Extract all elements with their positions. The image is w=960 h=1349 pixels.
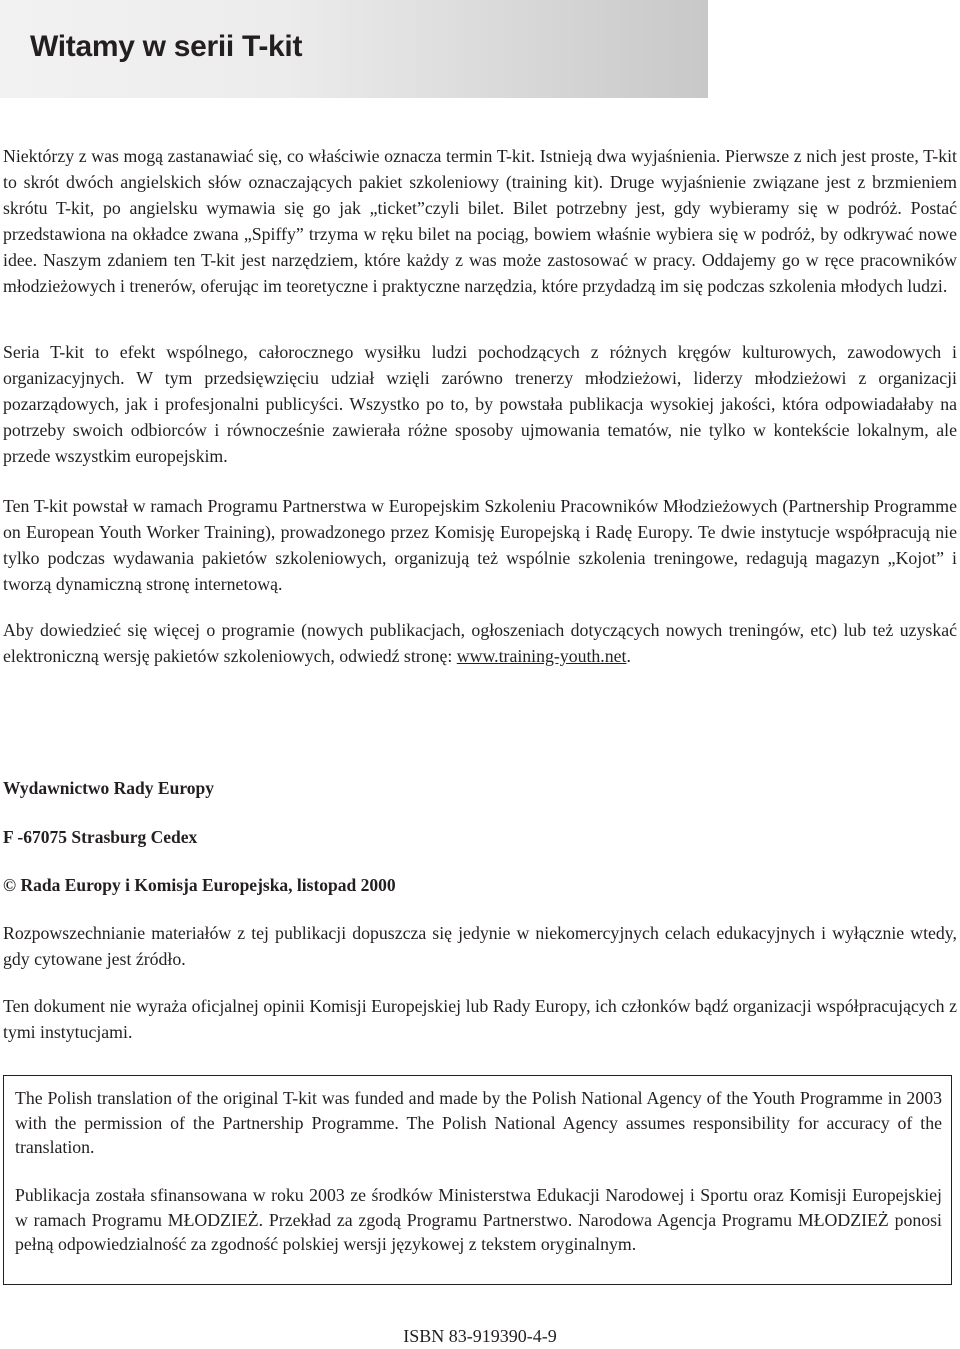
intro-paragraph-ticket: Niektórzy z was mogą zastanawiać się, co właściwie oznacza termin T-kit. Istnieją dwa wyjaśnienia. Pierwsze z nich jest proste, T-kit to skrót dwóch angielskich słów oznaczających pakiet szkoleniowy (training kit). Druge wyjaśnienie związane jest z brzmieniem skrótu T-kit, po angielsku wymawia się go jak „ticket”czyli bilet. Bilet potrzebny jest, gdy wybieramy się w podróż. Postać przedstawiona na okładce zwana „Spiffy” trzyma w ręku bilet na pociąg, bowiem właśnie wybiera się w podróż, by odkrywać nowe idee. Naszym zdaniem ten T-kit jest narzędziem, które każdy z was może zastosować w pracy. Oddajemy go w ręce pracowników młodzieżowych i trenerów, oferując im teoretyczne i praktyczne narzędzia, które przydadzą im się podczas szkolenia młodych ludzi. bbox=[3, 146, 957, 296]
more-info-paragraph bbox=[3, 617, 957, 669]
publisher-name: Wydawnictwo Rady Europy bbox=[3, 778, 215, 798]
notice-paragraph-english: The Polish translation of the original T-kit was funded and made by the Polish National Agency of the Youth Programme in 2003 with the permission of the Partnership Programme. The Polish National Agency assumes responsibility for accuracy of the translation. bbox=[15, 1088, 942, 1157]
website-link[interactable]: www.training-youth.net bbox=[456, 646, 627, 666]
notice-paragraph-polish: Publikacja została sfinansowana w roku 2003 ze środków Ministerstwa Edukacji Narodowej i Sportu oraz Komisji Europejskiej w ramach Programu MŁODZIEŻ. Przekład za zgodą Programu Partnerstwo. Narodowa Agencja Programu MŁODZIEŻ ponosi pełną odpowiedzialność za zgodność polskiej wersji językowej z tekstem oryginalnym. bbox=[15, 1185, 942, 1254]
publisher-address: F -67075 Strasburg Cedex bbox=[3, 827, 198, 847]
translation-notice-box bbox=[3, 1075, 952, 1285]
more-info-text: Aby dowiedzieć się więcej o programie (nowych publikacjach, ogłoszeniach dotyczących nowych treningów, etc) lub też uzyskać elektroniczną wersję pakietów szkoleniowych, odwiedź stronę: bbox=[3, 620, 957, 666]
rights-paragraph-reproduction: Rozpowszechnianie materiałów z tej publikacji dopuszcza się jedynie w niekomercyjnych celach edukacyjnych i wyłącznie wtedy, gdy cytowane jest źródło. bbox=[3, 923, 957, 969]
more-info-suffix: . bbox=[626, 646, 631, 666]
header-band bbox=[0, 0, 708, 98]
copyright-line: © Rada Europy i Komisja Europejska, listopad 2000 bbox=[3, 875, 396, 895]
rights-paragraph-disclaimer: Ten dokument nie wyraża oficjalnej opinii Komisji Europejskiej lub Rady Europy, ich członków bądź organizacji współpracujących z tymi instytucjami. bbox=[3, 996, 957, 1042]
isbn-label: ISBN 83-919390-4-9 bbox=[403, 1326, 557, 1346]
intro-paragraph-series: Seria T-kit to efekt wspólnego, całorocznego wysiłku ludzi pochodzących z różnych kręgów kulturowych, zawodowych i organizacyjnych. W tym przedsięwzięciu udział wzięli zarówno trenerzy młodzieżowi, liderzy młodzieżowi z organizacji pozarządowych, jak i profesjonalni publicyści. Wszystko po to, by powstała publikacja wysokiej jakości, która odpowiadałaby na potrzeby swoich odbiorców i równocześnie zawierała różne sposoby ujmowania tematów, nie tylko w kontekście lokalnym, ale przede wszystkim europejskim. bbox=[3, 342, 957, 466]
intro-paragraph-partnership: Ten T-kit powstał w ramach Programu Partnerstwa w Europejskim Szkoleniu Pracowników Młodzieżowych (Partnership Programme on European Youth Worker Training), prowadzonego przez Komisję Europejską i Radę Europy. Te dwie instytucje współpracują nie tylko podczas wydawania pakietów szkoleniowych, organizują też wspólnie szkolenia treningowe, redagują magazyn „Kojot” i tworzą dynamiczną stronę internetową. bbox=[3, 496, 957, 594]
page-title: Witamy w serii T-kit bbox=[30, 30, 303, 63]
